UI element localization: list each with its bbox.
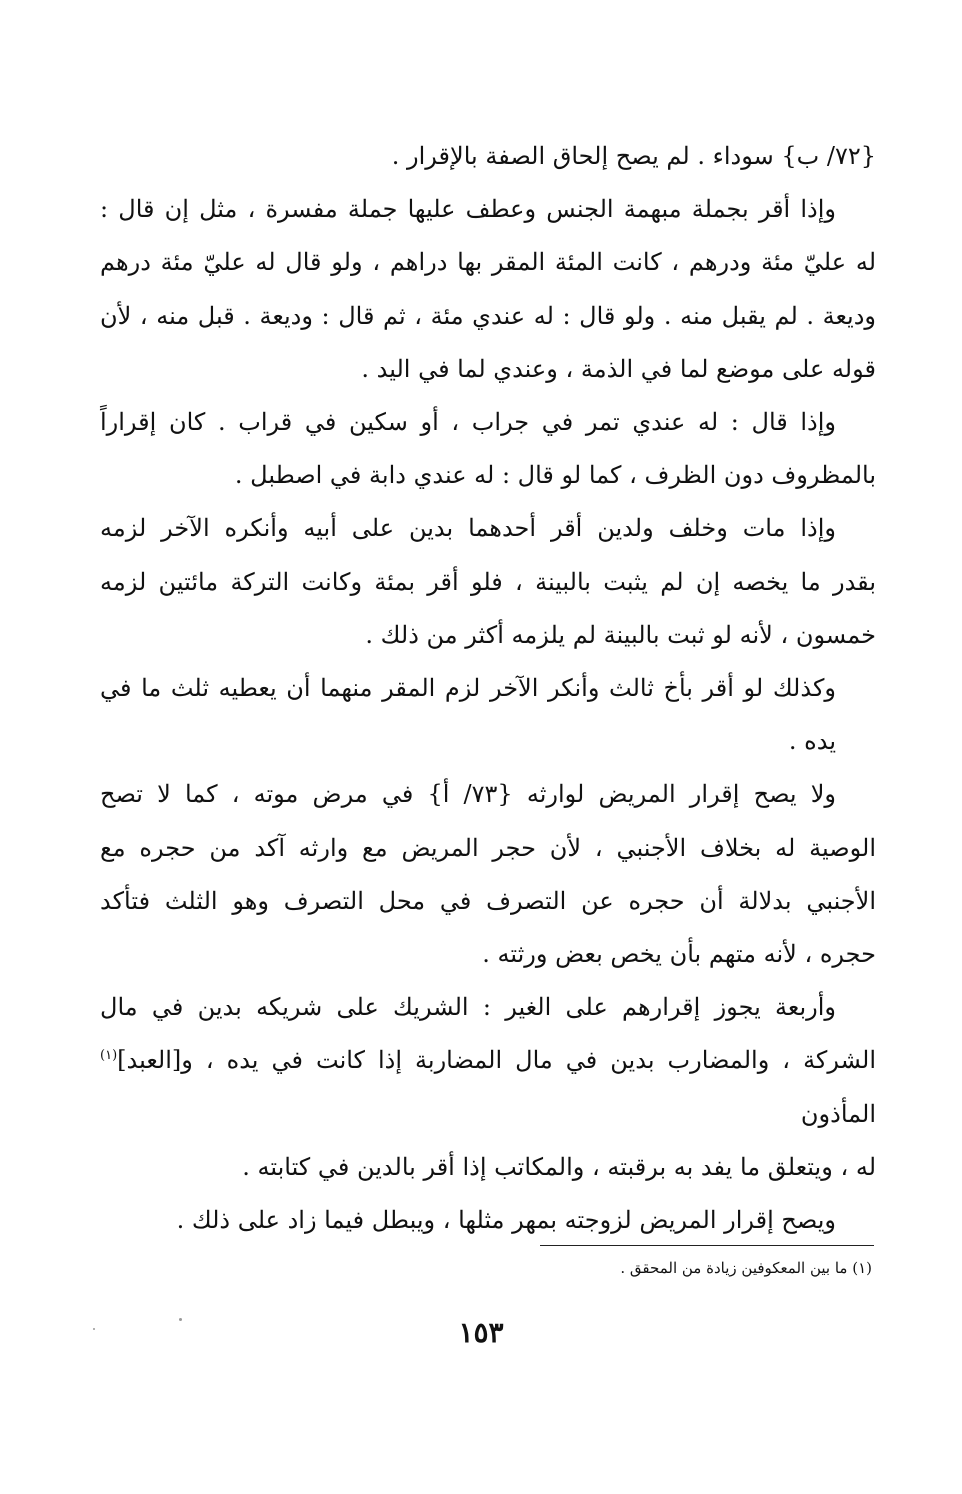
text-line: وديعة . لم يقبل منه . ولو قال : له عندي مئة ، ثم قال : وديعة . قبل منه ، لأن xyxy=(100,301,876,330)
paragraph-6 xyxy=(100,768,876,981)
text-line-with-footnote-ref xyxy=(100,1034,876,1140)
paragraph-1 xyxy=(100,130,876,183)
text-line: بقدر ما يخصه إن لم يثبت بالبينة ، فلو أقر بمئة وكانت التركة مائتين لزمه xyxy=(100,567,876,596)
text-line: وأربعة يجوز إقرارهم على الغير : الشريك على شريكه بدين في مال xyxy=(100,993,836,1022)
text-line: وإذا أقر بجملة مبهمة الجنس وعطف عليها جملة مفسرة ، مثل إن قال : xyxy=(100,195,837,224)
text-line: قوله على موضع لما في الذمة ، وعندي لما في اليد . xyxy=(361,354,876,383)
text-segment: الشركة ، والمضارب بدين في مال المضاربة إذا كانت في يده ، و[العبد] xyxy=(117,1046,876,1075)
scan-speck xyxy=(93,1328,95,1330)
paragraph-2 xyxy=(100,183,876,396)
text-line: له ، ويتعلق ما يفد به برقبته ، والمكاتب إذا أقر بالدين في كتابته . xyxy=(242,1152,876,1181)
text-line: الأجنبي بدلالة أن حجره عن التصرف في محل التصرف وهو الثلث فتأكد xyxy=(100,886,876,915)
text-line: {٧٢/ ب} سوداء . لم يصح إلحاق الصفة بالإقرار . xyxy=(391,142,876,170)
paragraph-5 xyxy=(100,662,876,768)
footnote-reference: (١) xyxy=(100,1048,118,1064)
paragraph-4 xyxy=(100,502,876,662)
paragraph-7 xyxy=(100,981,876,1194)
page-number: ١٥٣ xyxy=(458,1316,504,1349)
text-line: وإذا قال : له عندي تمر في جراب ، أو سكين في قراب . كان إقراراً xyxy=(100,408,836,437)
text-line: بالمظروف دون الظرف ، كما لو قال : له عندي دابة في اصطبل . xyxy=(234,461,876,490)
text-line: وإذا مات وخلف ولدين أقر أحدهما بدين على أبيه وأنكره الآخر لزمه xyxy=(100,514,836,543)
scan-speck xyxy=(179,1318,182,1321)
text-line: الوصية له بخلاف الأجنبي ، لأن حجر المريض مع وارثه آكد من حجره مع xyxy=(100,833,876,862)
paragraph-8 xyxy=(100,1194,876,1247)
text-line: ولا يصح إقرار المريض لوارثه {٧٣/ أ} في مرض موته ، كما لا تصح xyxy=(100,780,837,809)
body-text xyxy=(100,130,876,1247)
paragraph-3 xyxy=(100,396,876,502)
text-line: حجره ، لأنه متهم بأن يخص بعض ورثته . xyxy=(482,940,876,969)
text-line: وكذلك لو أقر بأخ ثالث وأنكر الآخر لزم المقر منهما أن يعطيه ثلث ما في يده . xyxy=(100,674,836,756)
text-line: له عليّ مئة ودرهم ، كانت المئة المقر بها دراهم ، ولو قال له عليّ مئة درهم xyxy=(100,248,876,277)
text-line: ويصح إقرار المريض لزوجته بمهر مثلها ، ويبطل فيما زاد على ذلك . xyxy=(176,1206,836,1235)
text-segment: المأذون xyxy=(800,1099,876,1128)
text-line: خمسون ، لأنه لو ثبت بالبينة لم يلزمه أكثر من ذلك . xyxy=(365,620,876,649)
footnote: (١) ما بين المعكوفين زيادة من المحقق . xyxy=(620,1259,872,1277)
footnote-divider xyxy=(540,1245,874,1246)
